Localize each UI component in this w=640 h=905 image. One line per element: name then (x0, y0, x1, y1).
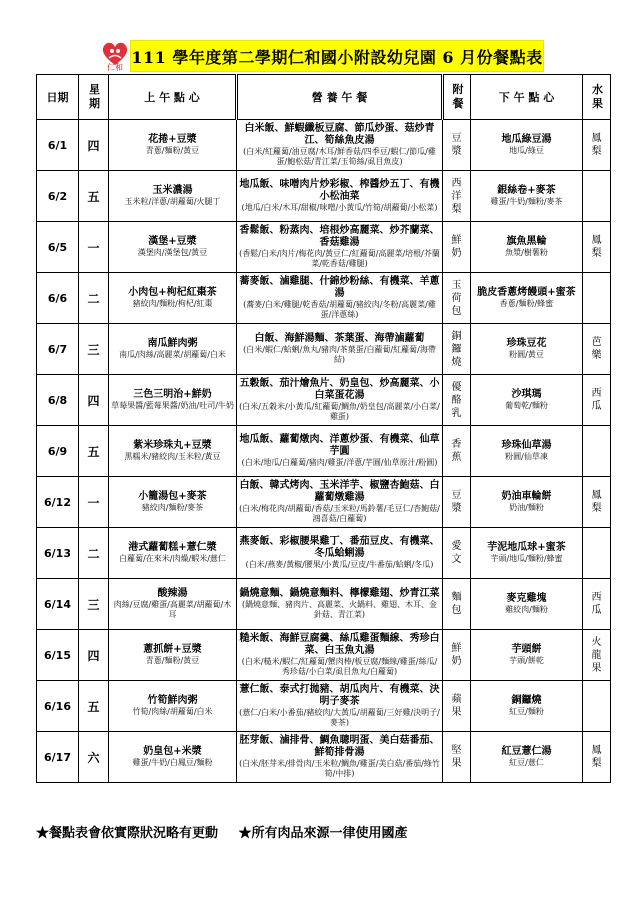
morning-snack-ingredients: 豬絞肉/麵粉/枸杞/紅棗 (132, 299, 213, 308)
afternoon-snack-cell (471, 120, 583, 171)
morning-snack-cell (109, 171, 237, 222)
col-fruit: 水果 (583, 75, 611, 120)
afternoon-snack-cell (471, 171, 583, 222)
morning-snack-ingredients: 青蔥/麵粉/黃豆 (145, 656, 200, 665)
morning-snack-ingredients: 肉絲/豆腐/雞蛋/高麗菜/胡蘿蔔/木耳 (113, 600, 232, 619)
morning-snack-ingredients: 草莓果醬/藍莓果醬/奶油/吐司/牛奶 (111, 401, 234, 410)
weekday-cell: 二 (79, 528, 109, 579)
morning-snack-ingredients: 青蔥/麵粉/黃豆 (145, 146, 200, 155)
menu-row (37, 477, 611, 528)
fruit-cell (583, 273, 611, 324)
side-item: 玉荷包 (451, 279, 462, 317)
afternoon-snack-cell (471, 375, 583, 426)
lunch-cell (237, 120, 443, 171)
fruit-cell (583, 477, 611, 528)
afternoon-snack-cell (471, 324, 583, 375)
morning-snack-name: 三色三明治+鮮奶 (133, 389, 212, 400)
date-cell: 6/12 (37, 477, 79, 528)
morning-snack-name: 小籠湯包+麥茶 (138, 491, 207, 502)
morning-snack-name: 奶皇包+米漿 (143, 746, 202, 757)
menu-row (37, 528, 611, 579)
footer-note-2: ★所有肉品來源一律使用國產 (238, 826, 408, 841)
afternoon-snack-ingredients: 芋頭/地瓜/麵粉/蜂蜜 (490, 554, 563, 563)
lunch-dishes: 白飯、海鮮湯麵、茶葉蛋、海帶滷蘿蔔 (254, 333, 425, 344)
fruit-cell (583, 630, 611, 681)
afternoon-snack-name: 奶油車輪餅 (501, 491, 552, 502)
fruit-item: 西瓜 (591, 592, 602, 616)
afternoon-snack-ingredients: 芋頭/餅乾 (509, 656, 544, 665)
afternoon-snack-name: 銀絲卷+麥茶 (497, 185, 556, 196)
col-afternoon-snack: 下 午 點 心 (471, 75, 583, 120)
morning-snack-cell (109, 324, 237, 375)
side-item: 銅鑼燒 (451, 330, 462, 368)
date-cell: 6/1 (37, 120, 79, 171)
menu-row (37, 273, 611, 324)
lunch-ingredients: (白米/糙米/蝦仁/紅蘿蔔/蟹肉棒/板豆腐/麵線/雞蛋/絲瓜/秀珍菇/小白菜/虱目魚丸/白蘿蔔) (241, 657, 438, 676)
lunch-dishes: 糙米飯、海鮮豆腐羹、絲瓜雞蛋麵線、秀珍白菜、白玉魚丸湯 (239, 633, 440, 656)
side-item: 鮮奶 (451, 235, 462, 259)
side-cell (443, 477, 471, 528)
date-cell: 6/15 (37, 630, 79, 681)
lunch-ingredients: (白米/蝦仁/蛤蜊/魚丸/豬肉/茶葉蛋/白蘿蔔/紅蘿蔔/海帶結) (243, 345, 436, 364)
morning-snack-name: 花捲+豆漿 (148, 134, 197, 145)
lunch-ingredients: (地瓜/白米/木耳/甜椒/味噌/小黃瓜/竹筍/胡蘿蔔/小松菜) (241, 203, 438, 212)
weekday-cell: 四 (79, 630, 109, 681)
lunch-ingredients: (白米/胚芽米/排骨肉/玉米粒/鯛魚/雞蛋/美白菇/番茄/綠竹筍/中排) (239, 759, 440, 778)
col-side: 附餐 (443, 75, 471, 120)
menu-row (37, 426, 611, 477)
weekday-cell: 六 (79, 732, 109, 783)
morning-snack-name: 玉米濃湯 (152, 185, 193, 196)
lunch-cell (237, 222, 443, 273)
date-cell: 6/2 (37, 171, 79, 222)
date-cell: 6/16 (37, 681, 79, 732)
fruit-cell (583, 324, 611, 375)
morning-snack-cell (109, 477, 237, 528)
side-cell (443, 579, 471, 630)
fruit-item: 芭樂 (591, 337, 602, 361)
footer-note-1: ★餐點表會依實際狀況略有更動 (36, 826, 219, 841)
weekday-cell: 四 (79, 120, 109, 171)
side-cell (443, 120, 471, 171)
afternoon-snack-ingredients: 粉圓/黃豆 (509, 350, 544, 359)
afternoon-snack-name: 珍珠仙草湯 (501, 440, 552, 451)
morning-snack-ingredients: 雞蛋/牛奶/白鳳豆/麵粉 (132, 758, 213, 767)
lunch-cell (237, 732, 443, 783)
afternoon-snack-cell (471, 273, 583, 324)
col-lunch: 營 養 午 餐 (237, 75, 443, 120)
date-cell: 6/9 (37, 426, 79, 477)
morning-snack-name: 竹筍鮮肉粥 (147, 695, 198, 706)
lunch-ingredients: (蕎麥/白米/雞腿/乾香菇/胡蘿蔔/豬絞肉/冬粉/高麗菜/雞蛋/洋蔥絲) (243, 300, 436, 319)
lunch-dishes: 地瓜飯、蘿蔔燉肉、洋蔥炒蛋、有機菜、仙草芋圓 (239, 434, 440, 457)
fruit-cell (583, 375, 611, 426)
morning-snack-cell (109, 120, 237, 171)
side-cell (443, 528, 471, 579)
lunch-ingredients: (鍋燒意麵、豬肉片、高麗菜、火鍋料、雞翅、木耳、金針菇、青江菜) (241, 600, 438, 619)
menu-row (37, 681, 611, 732)
fruit-cell (583, 732, 611, 783)
side-item: 麵包 (451, 592, 462, 616)
morning-snack-ingredients: 漢堡肉/漢堡包/黃豆 (137, 248, 208, 257)
header-row (37, 75, 611, 120)
date-cell: 6/17 (37, 732, 79, 783)
lunch-dishes: 香鬆飯、粉蒸肉、培根炒高麗菜、炒芥蘭菜、香菇雞湯 (239, 225, 440, 248)
weekday-cell: 四 (79, 375, 109, 426)
lunch-cell (237, 579, 443, 630)
lunch-ingredients: (白米/燕麥/黃椒/腰果/小黃瓜/豆皮/牛番茄/蛤蜊/冬瓜) (245, 560, 434, 569)
weekday-cell: 三 (79, 324, 109, 375)
side-cell (443, 732, 471, 783)
morning-snack-ingredients: 竹筍/肉絲/胡蘿蔔/白米 (132, 707, 213, 716)
lunch-cell (237, 273, 443, 324)
fruit-item: 火龍果 (591, 636, 602, 674)
lunch-dishes: 五穀飯、茄汁燴魚片、奶皇包、炒高麗菜、小白菜蛋花湯 (239, 378, 440, 401)
afternoon-snack-ingredients: 奶油/麵粉 (509, 503, 544, 512)
fruit-cell (583, 171, 611, 222)
fruit-item: 鳳梨 (591, 235, 602, 259)
footer-notes (36, 822, 616, 841)
morning-snack-cell (109, 528, 237, 579)
afternoon-snack-name: 地瓜綠豆湯 (501, 134, 552, 145)
side-item: 蘋果 (451, 694, 462, 718)
side-cell (443, 171, 471, 222)
weekday-cell: 五 (79, 171, 109, 222)
morning-snack-name: 小肉包+枸杞紅棗茶 (128, 287, 217, 298)
morning-snack-cell (109, 732, 237, 783)
morning-snack-name: 南瓜鮮肉粥 (147, 338, 198, 349)
morning-snack-cell (109, 375, 237, 426)
fruit-cell (583, 426, 611, 477)
morning-snack-name: 酸辣湯 (157, 588, 188, 599)
afternoon-snack-name: 紅豆薏仁湯 (501, 746, 552, 757)
menu-row (37, 732, 611, 783)
fruit-item: 鳳梨 (591, 133, 602, 157)
afternoon-snack-ingredients: 紅豆/麵粉 (509, 707, 544, 716)
side-item: 西洋梨 (451, 177, 462, 215)
side-item: 鮮奶 (451, 643, 462, 667)
afternoon-snack-cell (471, 732, 583, 783)
side-item: 豆漿 (451, 490, 462, 514)
date-cell: 6/8 (37, 375, 79, 426)
afternoon-snack-ingredients: 雞蛋/牛奶/麵粉/麥茶 (490, 197, 563, 206)
fruit-item: 鳳梨 (591, 490, 602, 514)
lunch-dishes: 燕麥飯、彩椒腰果雞丁、番茄豆皮、有機菜、冬瓜蛤蜊湯 (239, 536, 440, 559)
morning-snack-ingredients: 黑糯米/豬絞肉/玉米粒/黃豆 (124, 452, 221, 461)
lunch-ingredients: (白米/五穀米/小黃瓜/紅蘿蔔/鯛魚/奶皇包/高麗菜/小白菜/雞蛋) (239, 402, 440, 421)
morning-snack-cell (109, 273, 237, 324)
lunch-dishes: 蕎麥飯、滷雞腿、什錦炒粉絲、有機菜、羊蔥湯 (239, 276, 440, 299)
fruit-cell (583, 222, 611, 273)
fruit-cell (583, 681, 611, 732)
date-cell: 6/7 (37, 324, 79, 375)
page-title: 111 學年度第二學期仁和國小附設幼兒園 6 月份餐點表 (131, 47, 543, 67)
afternoon-snack-ingredients: 紅豆/薏仁 (509, 758, 544, 767)
weekday-cell: 一 (79, 477, 109, 528)
fruit-item: 西瓜 (591, 388, 602, 412)
morning-snack-cell (109, 630, 237, 681)
menu-table (36, 74, 611, 783)
col-weekday: 星期 (79, 75, 109, 120)
morning-snack-name: 港式蘿蔔糕+薏仁漿 (128, 542, 217, 553)
afternoon-snack-name: 芋泥地瓜球+蜜茶 (487, 542, 566, 553)
side-item: 豆漿 (451, 133, 462, 157)
morning-snack-cell (109, 579, 237, 630)
morning-snack-cell (109, 681, 237, 732)
lunch-cell (237, 426, 443, 477)
menu-row (37, 630, 611, 681)
lunch-cell (237, 324, 443, 375)
afternoon-snack-name: 珍珠豆花 (506, 338, 547, 349)
morning-snack-ingredients: 玉米粒/洋蔥/胡蘿蔔/火腿丁 (124, 197, 221, 206)
side-cell (443, 681, 471, 732)
lunch-cell (237, 681, 443, 732)
menu-row (37, 120, 611, 171)
morning-snack-ingredients: 南瓜/肉絲/高麗菜/胡蘿蔔/白米 (119, 350, 226, 359)
afternoon-snack-cell (471, 630, 583, 681)
weekday-cell: 三 (79, 579, 109, 630)
afternoon-snack-name: 麥克雞塊 (506, 593, 547, 604)
lunch-cell (237, 528, 443, 579)
lunch-ingredients: (白米/地瓜/白蘿蔔/豬肉/雞蛋/洋蔥/芋圓/仙草原汁/粉圓) (241, 458, 438, 467)
side-cell (443, 426, 471, 477)
morning-snack-name: 紫米珍珠丸+豆漿 (133, 440, 212, 451)
morning-snack-name: 蔥抓餅+豆漿 (143, 644, 202, 655)
menu-row (37, 579, 611, 630)
morning-snack-ingredients: 白蘿蔔/在來米/肉燥/蝦米/薏仁 (119, 554, 226, 563)
weekday-cell: 一 (79, 222, 109, 273)
afternoon-snack-ingredients: 香蔥/麵粉/蜂蜜 (499, 299, 554, 308)
afternoon-snack-name: 旗魚黑輪 (506, 236, 547, 247)
weekday-cell: 五 (79, 426, 109, 477)
lunch-dishes: 白飯、韓式烤肉、玉米洋芋、椒鹽杏鮑菇、白蘿蔔燉雞湯 (239, 480, 440, 503)
lunch-dishes: 薏仁飯、泰式打拋豬、胡瓜肉片、有機菜、決明子麥茶 (239, 684, 440, 707)
lunch-ingredients: (白米/紅蘿蔔/油豆腐/木耳/鮮香菇/四季豆/蝦仁/節瓜/雞蛋/鮑松菇/青江菜/玉筍絲/虱目魚皮) (243, 147, 436, 166)
side-item: 愛文 (451, 541, 462, 565)
side-item: 堅果 (451, 745, 462, 769)
lunch-dishes: 胚芽飯、滷排骨、鯛魚聰明蛋、美白菇番茄、鮮筍排骨湯 (239, 735, 440, 758)
afternoon-snack-cell (471, 681, 583, 732)
afternoon-snack-cell (471, 426, 583, 477)
date-cell: 6/6 (37, 273, 79, 324)
lunch-ingredients: (薏仁/白米/小番茄/豬絞肉/大黃瓜/胡蘿蔔/三好雞/決明子/麥茶) (239, 708, 440, 727)
lunch-cell (237, 630, 443, 681)
logo-caption: 仁和 (107, 63, 123, 72)
col-morning-snack: 上 午 點 心 (109, 75, 237, 120)
lunch-dishes: 白米飯、鮮蝦纖板豆腐、節瓜炒蛋、菇炒青江、筍絲魚皮湯 (244, 123, 435, 146)
lunch-ingredients: (香鬆/白米/肉片/梅花肉/黃豆仁/紅蘿蔔/高麗菜/培根/芥蘭菜/乾香菇/雞腿) (239, 249, 440, 268)
lunch-dishes: 地瓜飯、味噌肉片炒彩椒、榨醬炒五丁、有機小松油菜 (239, 179, 440, 202)
morning-snack-ingredients: 豬絞肉/麵粉/麥茶 (141, 503, 204, 512)
afternoon-snack-name: 沙琪瑪 (511, 389, 542, 400)
morning-snack-cell (109, 222, 237, 273)
afternoon-snack-ingredients: 粉圓/仙草凍 (505, 452, 548, 461)
fruit-cell (583, 120, 611, 171)
morning-snack-name: 漢堡+豆漿 (148, 236, 197, 247)
morning-snack-cell (109, 426, 237, 477)
menu-row (37, 222, 611, 273)
side-cell (443, 324, 471, 375)
lunch-cell (237, 171, 443, 222)
school-logo (100, 38, 130, 72)
side-cell (443, 375, 471, 426)
weekday-cell: 二 (79, 273, 109, 324)
menu-row (37, 324, 611, 375)
afternoon-snack-ingredients: 雞絞肉/麵粉 (505, 605, 548, 614)
afternoon-snack-cell (471, 579, 583, 630)
fruit-cell (583, 528, 611, 579)
side-cell (443, 222, 471, 273)
side-item: 優酪乳 (451, 381, 462, 419)
afternoon-snack-ingredients: 魚漿/樹薯粉 (505, 248, 548, 257)
afternoon-snack-name: 芋頭餅 (511, 644, 542, 655)
afternoon-snack-ingredients: 地瓜/綠豆 (509, 146, 544, 155)
date-cell: 6/14 (37, 579, 79, 630)
side-cell (443, 273, 471, 324)
menu-row (37, 171, 611, 222)
date-cell: 6/13 (37, 528, 79, 579)
lunch-cell (237, 375, 443, 426)
fruit-item: 鳳梨 (591, 745, 602, 769)
col-date: 日期 (37, 75, 79, 120)
afternoon-snack-cell (471, 222, 583, 273)
date-cell: 6/5 (37, 222, 79, 273)
lunch-ingredients: (白米/梅花肉/胡蘿蔔/香菇/玉米粒/馬鈴薯/毛豆仁/杏鮑菇/鴻喜菇/白蘿蔔) (239, 504, 440, 523)
side-item: 香蕉 (451, 439, 462, 463)
afternoon-snack-ingredients: 葡萄乾/麵粉 (505, 401, 548, 410)
title-banner (130, 40, 544, 72)
fruit-cell (583, 579, 611, 630)
afternoon-snack-name: 銅鑼燒 (511, 695, 542, 706)
lunch-cell (237, 477, 443, 528)
afternoon-snack-cell (471, 528, 583, 579)
menu-row (37, 375, 611, 426)
lunch-dishes: 鍋燒意麵、鍋燒意麵料、檸檬雞翅、炒青江菜 (239, 588, 440, 599)
weekday-cell: 五 (79, 681, 109, 732)
side-cell (443, 630, 471, 681)
afternoon-snack-name: 脆皮香蔥烤饅頭+蜜茶 (477, 287, 576, 298)
afternoon-snack-cell (471, 477, 583, 528)
